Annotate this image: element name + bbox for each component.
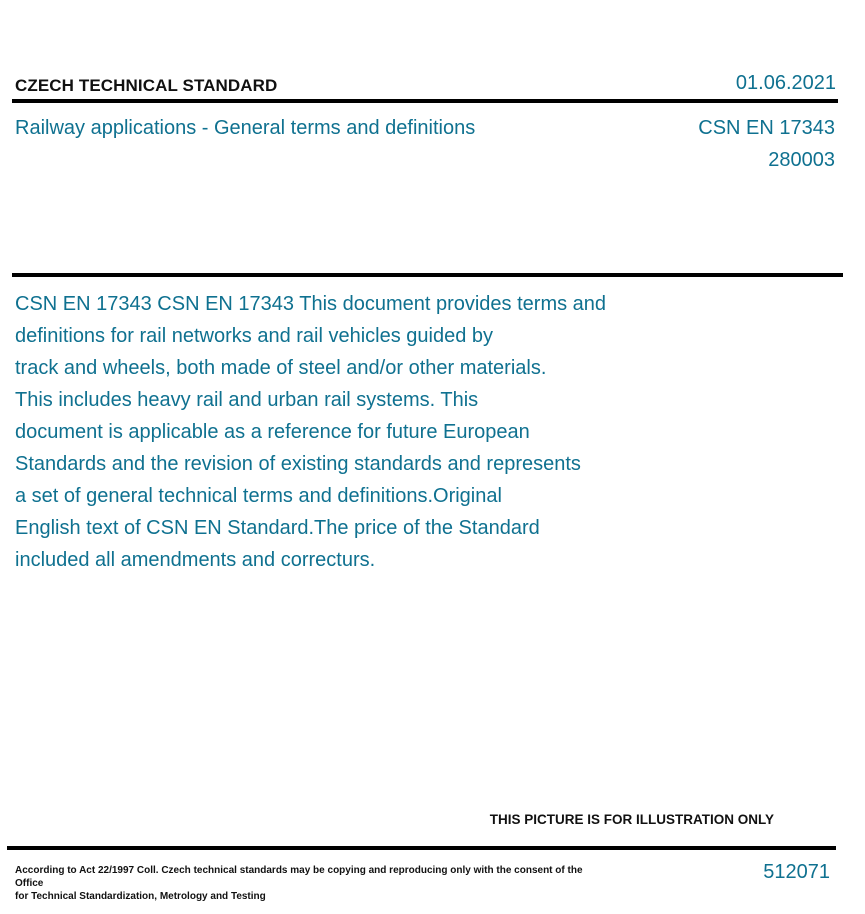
abstract-text: CSN EN 17343 CSN EN 17343 This document provides terms and definitions for rail networks and rail vehicles guided by track and wheels, both made of steel and/or other materials. This includes heavy rail and urban rail systems. This document is applicable as a reference for future European Standards and the revision of existing standards and represents a set of general technical terms and definitions.Original English text of CSN EN Standard.The price of the Standard included all amendments and correcturs. xyxy=(15,293,607,571)
publication-date: 01.06.2021 xyxy=(735,72,836,94)
standard-number: CSN EN 17343 xyxy=(698,117,835,139)
footer-divider xyxy=(7,846,836,850)
section-divider xyxy=(12,273,843,277)
header-divider xyxy=(12,99,838,103)
standard-subtitle: Railway applications - General terms and definitions xyxy=(15,117,476,139)
legal-notice xyxy=(15,864,585,903)
document-id: 512071 xyxy=(763,861,830,883)
legal-notice-line-2: for Technical Standardization, Metrology and Testing xyxy=(15,891,266,902)
document-header-title: CZECH TECHNICAL STANDARD xyxy=(15,76,278,95)
catalog-number: 280003 xyxy=(768,149,835,171)
legal-notice-line-1: According to Act 22/1997 Coll. Czech technical standards may be copying and reproducing only with the consent of the Office xyxy=(15,865,583,889)
illustration-note: THIS PICTURE IS FOR ILLUSTRATION ONLY xyxy=(489,812,774,827)
